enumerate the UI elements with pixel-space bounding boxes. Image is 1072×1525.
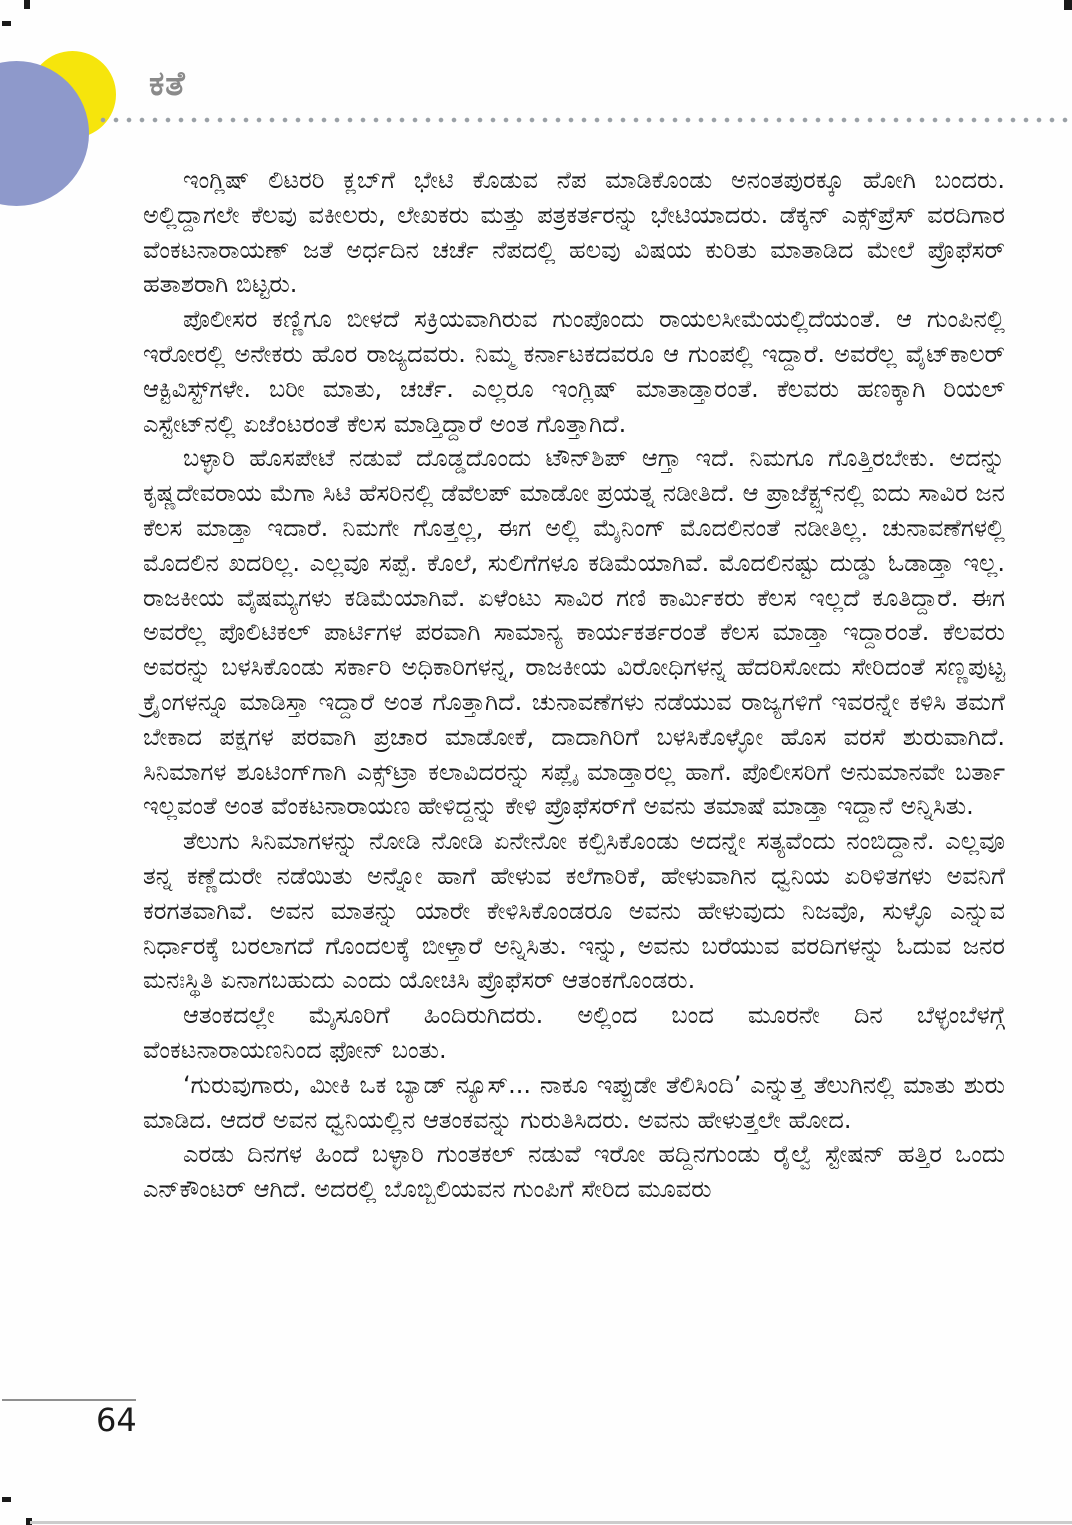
registration-mark-top-right xyxy=(1064,0,1072,10)
paragraph: ಬಳ್ಳಾರಿ ಹೊಸಪೇಟೆ ನಡುವೆ ದೊಡ್ಡದೊಂದು ಟೌನ್‌ಶಿಪ್ ಆಗ್ತಾ ಇದೆ. ನಿಮಗೂ ಗೊತ್ತಿರಬೇಕು. ಅದನ್ನು ಕೃಷ್ಣದೇವರಾಯ ಮೆಗಾ ಸಿಟಿ ಹೆಸರಿನಲ್ಲಿ ಡೆವೆಲಪ್ ಮಾಡೋ ಪ್ರಯತ್ನ ನಡೀತಿದೆ. ಆ ಪ್ರಾಜೆಕ್ಟ್ಸ್‌ನಲ್ಲಿ ಐದು ಸಾವಿರ ಜನ ಕೆಲಸ ಮಾಡ್ತಾ ಇದಾರೆ. ನಿಮಗೇ ಗೊತ್ತಲ್ಲ, ಈಗ ಅಲ್ಲಿ ಮೈನಿಂಗ್ ಮೊದಲಿನಂತೆ ನಡೀತಿಲ್ಲ. ಚುನಾವಣೆಗಳಲ್ಲಿ ಮೊದಲಿನ ಖದರಿಲ್ಲ. ಎಲ್ಲವೂ ಸಪ್ಪೆ. ಕೊಲೆ, ಸುಲಿಗೆಗಳೂ ಕಡಿಮೆಯಾಗಿವೆ. ಮೊದಲಿನಷ್ಟು ದುಡ್ಡು ಓಡಾಡ್ತಾ ಇಲ್ಲ. ರಾಜಕೀಯ ವೈಷಮ್ಯಗಳು ಕಡಿಮೆಯಾಗಿವೆ. ಏಳೆಂಟು ಸಾವಿರ ಗಣಿ ಕಾರ್ಮಿಕರು ಕೆಲಸ ಇಲ್ಲದೆ ಕೂತಿದ್ದಾರೆ. ಈಗ ಅವರೆಲ್ಲ ಪೊಲಿಟಿಕಲ್ ಪಾರ್ಟಿಗಳ ಪರವಾಗಿ ಸಾಮಾನ್ಯ ಕಾರ್ಯಕರ್ತರಂತೆ ಕೆಲಸ ಮಾಡ್ತಾ ಇದ್ದಾರಂತೆ. ಕೆಲವರು ಅವರನ್ನು ಬಳಸಿಕೊಂಡು ಸರ್ಕಾರಿ ಅಧಿಕಾರಿಗಳನ್ನ, ರಾಜಕೀಯ ವಿರೋಧಿಗಳನ್ನ ಹೆದರಿಸೋದು ಸೇರಿದಂತೆ ಸಣ್ಣಪುಟ್ಟ ಕ್ರೈಂಗಳನ್ನೂ ಮಾಡಿಸ್ತಾ ಇದ್ದಾರೆ ಅಂತ ಗೊತ್ತಾಗಿದೆ. ಚುನಾವಣೆಗಳು ನಡೆಯುವ ರಾಜ್ಯಗಳಿಗೆ ಇವರನ್ನೇ ಕಳಿಸಿ ತಮಗೆ ಬೇಕಾದ ಪಕ್ಷಗಳ ಪರವಾಗಿ ಪ್ರಚಾರ ಮಾಡೋಕೆ, ದಾದಾಗಿರಿಗೆ ಬಳಸಿಕೊಳ್ಳೋ ಹೊಸ ವರಸೆ ಶುರುವಾಗಿದೆ. ಸಿನಿಮಾಗಳ ಶೂಟಿಂಗ್‌ಗಾಗಿ ಎಕ್ಸ್‌ಟ್ರಾ ಕಲಾವಿದರನ್ನು ಸಪ್ಲೈ ಮಾಡ್ತಾರಲ್ಲ ಹಾಗೆ. ಪೊಲೀಸರಿಗೆ ಅನುಮಾನವೇ ಬರ್ತಾ ಇಲ್ಲವಂತೆ ಅಂತ ವೆಂಕಟನಾರಾಯಣ ಹೇಳಿದ್ದನ್ನು ಕೇಳಿ ಪ್ರೊಫೆಸರ್‌ಗೆ ಅವನು ತಮಾಷೆ ಮಾಡ್ತಾ ಇದ್ದಾನೆ ಅನ್ನಿಸಿತು. xyxy=(143,444,1005,821)
page-number: 64 xyxy=(96,1401,137,1439)
paragraph: ತೆಲುಗು ಸಿನಿಮಾಗಳನ್ನು ನೋಡಿ ನೋಡಿ ಏನೇನೋ ಕಲ್ಪಿಸಿಕೊಂಡು ಅದನ್ನೇ ಸತ್ಯವೆಂದು ನಂಬಿದ್ದಾನೆ. ಎಲ್ಲವೂ ತನ್ನ ಕಣ್ಣೆದುರೇ ನಡೆಯಿತು ಅನ್ನೋ ಹಾಗೆ ಹೇಳುವ ಕಲೆಗಾರಿಕೆ, ಹೇಳುವಾಗಿನ ಧ್ವನಿಯ ಏರಿಳಿತಗಳು ಅವನಿಗೆ ಕರಗತವಾಗಿವೆ. ಅವನ ಮಾತನ್ನು ಯಾರೇ ಕೇಳಿಸಿಕೊಂಡರೂ ಅವನು ಹೇಳುವುದು ನಿಜವೊ, ಸುಳ್ಳೊ ಎನ್ನುವ ನಿರ್ಧಾರಕ್ಕೆ ಬರಲಾಗದೆ ಗೊಂದಲಕ್ಕೆ ಬೀಳ್ತಾರೆ ಅನ್ನಿಸಿತು. ಇನ್ನು, ಅವನು ಬರೆಯುವ ವರದಿಗಳನ್ನು ಓದುವ ಜನರ ಮನಃಸ್ಥಿತಿ ಏನಾಗಬಹುದು ಎಂದು ಯೋಚಿಸಿ ಪ್ರೊಫೆಸರ್ ಆತಂಕಗೊಂಡರು. xyxy=(143,827,1005,995)
registration-mark-top-left-horizontal xyxy=(2,21,11,26)
paragraph: ‘ಗುರುವುಗಾರು, ಮೀಕಿ ಒಕ ಬ್ಯಾಡ್ ನ್ಯೂಸ್... ನಾಕೂ ಇಪ್ಪುಡೇ ತೆಲಿಸಿಂದಿ’ ಎನ್ನುತ್ತ ತೆಲುಗಿನಲ್ಲಿ ಮಾತು ಶುರು ಮಾಡಿದ. ಆದರೆ ಅವನ ಧ್ವನಿಯಲ್ಲಿನ ಆತಂಕವನ್ನು ಗುರುತಿಸಿದರು. ಅವನು ಹೇಳುತ್ತಲೇ ಹೋದ. xyxy=(143,1070,1005,1134)
registration-mark-bottom-left-horizontal xyxy=(2,1497,11,1502)
registration-mark-top-left-vertical xyxy=(24,0,30,9)
scan-edge-line xyxy=(30,1521,1072,1524)
paragraph: ಪೊಲೀಸರ ಕಣ್ಣಿಗೂ ಬೀಳದೆ ಸಕ್ರಿಯವಾಗಿರುವ ಗುಂಪೊಂದು ರಾಯಲಸೀಮೆಯಲ್ಲಿದೆಯಂತೆ. ಆ ಗುಂಪಿನಲ್ಲಿ ಇರೋರಲ್ಲಿ ಅನೇಕರು ಹೊರ ರಾಜ್ಯದವರು. ನಿಮ್ಮ ಕರ್ನಾಟಕದವರೂ ಆ ಗುಂಪಲ್ಲಿ ಇದ್ದಾರೆ. ಅವರೆಲ್ಲ ವೈಟ್‌ಕಾಲರ್ ಆಕ್ಟಿವಿಸ್ಟ್‌ಗಳೇ. ಬರೀ ಮಾತು, ಚರ್ಚೆ. ಎಲ್ಲರೂ ಇಂಗ್ಲಿಷ್ ಮಾತಾಡ್ತಾರಂತೆ. ಕೆಲವರು ಹಣಕ್ಕಾಗಿ ರಿಯಲ್ ಎಸ್ಟೇಟ್‌ನಲ್ಲಿ ಏಜೆಂಟರಂತೆ ಕೆಲಸ ಮಾಡ್ತಿದ್ದಾರೆ ಅಂತ ಗೊತ್ತಾಗಿದೆ. xyxy=(143,305,1005,438)
paragraph: ಎರಡು ದಿನಗಳ ಹಿಂದೆ ಬಳ್ಳಾರಿ ಗುಂತಕಲ್ ನಡುವೆ ಇರೋ ಹದ್ದಿನಗುಂಡು ರೈಲ್ವೆ ಸ್ಟೇಷನ್ ಹತ್ತಿರ ಒಂದು ಎನ್‌ಕೌಂಟರ್ ಆಗಿದೆ. ಅದರಲ್ಲಿ ಬೊಬ್ಬಿಲಿಯವನ ಗುಂಪಿಗೆ ಸೇರಿದ ಮೂವರು xyxy=(143,1140,1005,1204)
paragraph: ಆತಂಕದಲ್ಲೇ ಮೈಸೂರಿಗೆ ಹಿಂದಿರುಗಿದರು. ಅಲ್ಲಿಂದ ಬಂದ ಮೂರನೇ ದಿನ ಬೆಳ್ಳಂಬೆಳಗ್ಗೆ ವೆಂಕಟನಾರಾಯಣನಿಂದ ಫೋನ್ ಬಂತು. xyxy=(143,1001,1005,1064)
story-text-block xyxy=(143,163,1005,1207)
chapter-header-title: ಕತೆ xyxy=(149,64,186,104)
header-dotted-divider xyxy=(100,117,1072,123)
paragraph: ಇಂಗ್ಲಿಷ್ ಲಿಟರರಿ ಕ್ಲಬ್‌ಗೆ ಭೇಟಿ ಕೊಡುವ ನೆಪ ಮಾಡಿಕೊಂಡು ಅನಂತಪುರಕ್ಕೂ ಹೋಗಿ ಬಂದರು. ಅಲ್ಲಿದ್ದಾಗಲೇ ಕೆಲವು ವಕೀಲರು, ಲೇಖಕರು ಮತ್ತು ಪತ್ರಕರ್ತರನ್ನು ಭೇಟಿಯಾದರು. ಡೆಕ್ಕನ್ ಎಕ್ಸ್‌ಪ್ರೆಸ್ ವರದಿಗಾರ ವೆಂಕಟನಾರಾಯಣ್ ಜತೆ ಅರ್ಧದಿನ ಚರ್ಚೆ ನೆಪದಲ್ಲಿ ಹಲವು ವಿಷಯ ಕುರಿತು ಮಾತಾಡಿದ ಮೇಲೆ ಪ್ರೊಫೆಸರ್ ಹತಾಶರಾಗಿ ಬಿಟ್ಟರು. xyxy=(143,166,1005,299)
